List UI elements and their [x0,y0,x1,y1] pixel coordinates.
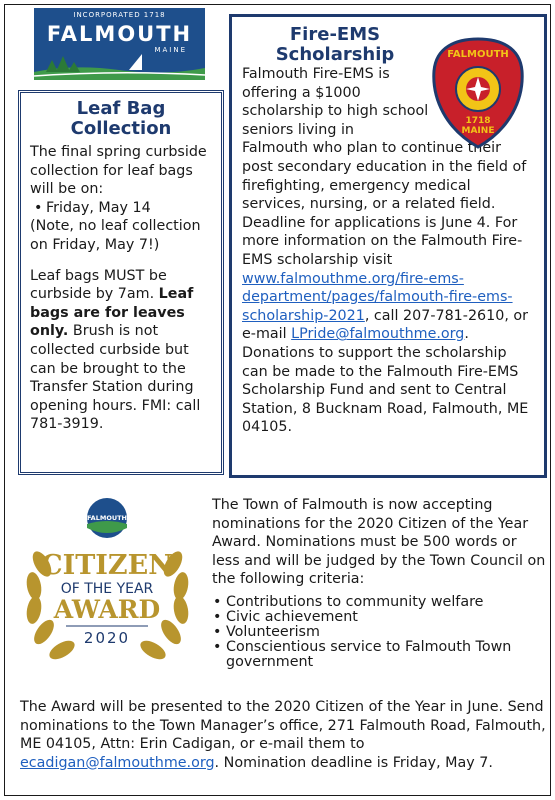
fire-ems-scholarship-link[interactable]: www.falmouthme.org/fire-ems-department/pages/falmouth-fire-ems-scholarship-2021 [242,270,513,324]
fire-ems-end: . Donations to support the scholarship can be made to the Falmouth Fire-EMS Scholarship Fund and sent to Central Station, 8 Bucknam Road, Falmouth, ME 04105. [242,326,529,436]
citizen-logo-award: AWARD [53,595,161,624]
logo-state: MAINE [154,46,187,54]
citizen-intro: The Town of Falmouth is now accepting nominations for the 2020 Citizen of the Year Award. Nominations must be 500 words or less and will be judged by the Town Council on the following criteria: [212,497,546,588]
leaf-bag-para-start: Leaf bags MUST be curbside by 7am. [30,267,167,303]
fire-ems-text-narrow: Falmouth Fire-EMS is offering a $1000 scholarship to high school seniors living in [242,66,429,138]
citizen-logo-year: 2020 [83,629,131,647]
award-paragraph [20,698,547,772]
criteria-item: • Volunteerism [212,625,547,640]
leaf-bag-box [18,90,224,475]
falmouth-town-logo [34,8,205,80]
citizen-logo-falmouth: FALMOUTH [86,514,128,522]
badge-year-text: 1718 [465,116,491,126]
badge-top-text: FALMOUTH [447,49,509,60]
fire-ems-main: Falmouth who plan to continue their post secondary education in the field of firefighting, emergency medical services, nursing, or a related field. Deadline for applications is June 4. For more information on the Falmouth Fire-EMS scholarship visit [242,140,527,268]
award-end: . Nomination deadline is Friday, May 7. [214,754,493,771]
leaf-bag-intro: The final spring curbside collection for leaf bags will be on: [30,144,207,198]
leaf-bag-date-item: • Friday, May 14 [30,199,212,218]
leaf-bag-date-list [30,199,212,218]
leaf-bag-paragraph [30,267,212,434]
leaf-bag-para-end: Brush is not collected curbside but can be brought to the Transfer Station during opening hours. FMI: call 781-3919. [30,323,201,433]
leaf-bag-title: Leaf Bag Collection [70,98,172,139]
citizen-criteria-list [212,595,547,670]
fire-ems-title: Fire-EMS Scholarship [275,24,395,65]
fire-ems-box [229,14,547,478]
citizen-logo-citizen: CITIZEN [41,550,173,581]
badge-state-text: MAINE [461,126,495,136]
criteria-item: • Contributions to community welfare [212,595,547,610]
leaf-bag-para-bold: Leaf bags are for leaves only. [30,286,194,340]
fire-ems-text-main [242,139,534,437]
fire-ems-email-link[interactable]: LPride@falmouthme.org [291,326,465,343]
logo-incorporated: INCORPORATED 1718 [73,11,166,19]
leaf-bag-note: (Note, no leaf collection on Friday, May 7!) [30,218,201,253]
citizen-nomination-section [212,496,547,670]
award-text: The Award will be presented to the 2020 Citizen of the Year in June. Send nominations to the Town Manager’s office, 271 Falmouth Road, Falmouth, ME 04105, Attn: Erin Cadigan, or e-mail them to [20,699,546,753]
criteria-item: • Civic achievement [212,610,547,625]
citizen-of-the-year-logo [20,494,195,679]
criteria-item: • Conscientious service to Falmouth Town government [212,640,547,670]
fire-dept-badge-icon [430,37,526,149]
logo-town-name: FALMOUTH [46,22,193,46]
award-email-link[interactable]: ecadigan@falmouthme.org [20,754,215,771]
fire-ems-call: , call 207-781-2610, or e-mail [242,307,529,343]
citizen-logo-of-the-year: OF THE YEAR [60,581,154,597]
logo-landscape-icon [34,50,205,80]
